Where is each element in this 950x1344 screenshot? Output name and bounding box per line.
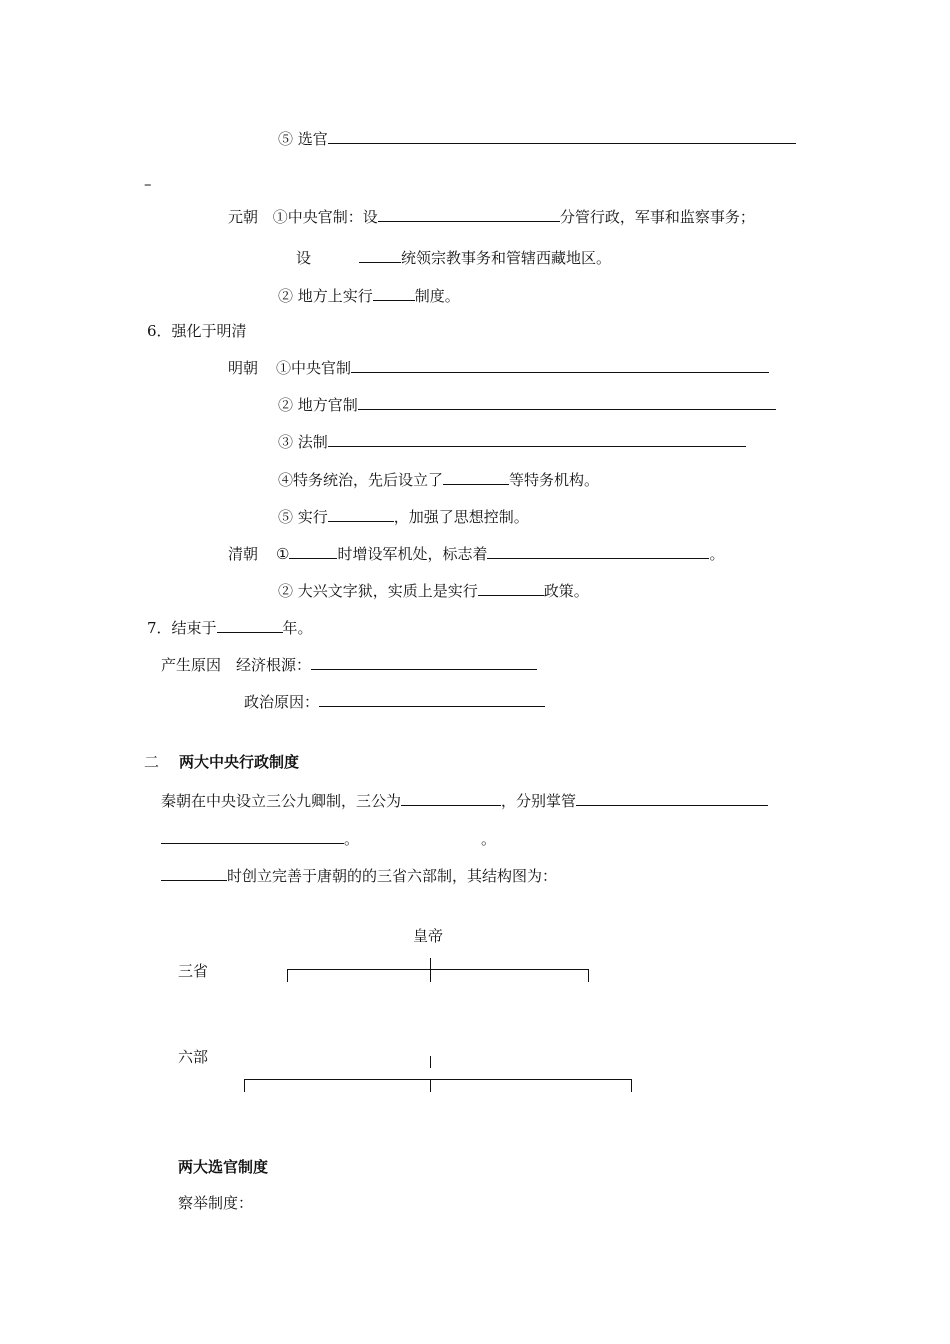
diagram-tick [244, 1079, 245, 1092]
answer-blank[interactable] [358, 393, 776, 410]
causes-economic: 产生原因 经济根源： [161, 653, 537, 673]
yuan-prev-item5 [278, 127, 796, 147]
answer-blank[interactable] [161, 827, 344, 844]
qing-item2: ② 大兴文字狱，实质上是实行 政策。 [278, 579, 589, 599]
answer-blank[interactable] [351, 356, 769, 373]
answer-blank[interactable] [328, 430, 746, 447]
answer-blank[interactable] [378, 205, 560, 222]
qin-line2: 。 。 [161, 827, 496, 847]
diagram-tick [287, 969, 288, 982]
diagram-tick [430, 1079, 431, 1092]
causes-label: 产生原因 [161, 656, 222, 674]
answer-blank[interactable] [319, 690, 545, 707]
yuan-item1: 元朝 ①中央官制：设 分管行政，军事和监察事务； [228, 205, 755, 225]
answer-blank[interactable] [328, 127, 796, 144]
diagram-connector [430, 958, 431, 982]
dynasty-label-qing: 清朝 [228, 545, 259, 563]
diagram-bracket-level2 [244, 1079, 632, 1080]
stray-mark: – [144, 175, 152, 193]
section3-item1: 察举制度： [178, 1194, 254, 1212]
item-label: ⑤ 选官 [278, 130, 328, 148]
answer-blank[interactable] [373, 284, 415, 301]
diagram-six-ministries-label: 六部 [178, 1048, 209, 1066]
diagram-bracket-level1 [287, 969, 589, 970]
answer-blank[interactable] [217, 616, 283, 633]
dynasty-label-ming: 明朝 [228, 359, 259, 377]
answer-blank[interactable] [359, 246, 401, 263]
section3-heading: 两大选官制度 [178, 1158, 269, 1176]
qin-line1: 秦朝在中央设立三公九卿制，三公为 ，分别掌管 [161, 789, 768, 809]
answer-blank[interactable] [289, 542, 337, 559]
diagram-tick [631, 1079, 632, 1092]
diagram-emperor-label: 皇帝 [413, 927, 444, 945]
ming-item5: ⑤ 实行 ，加强了思想控制。 [278, 505, 529, 525]
answer-blank[interactable] [328, 505, 394, 522]
heading-7: 7．结束于 年。 [147, 616, 313, 636]
diagram-tick [588, 969, 589, 982]
answer-blank[interactable] [478, 579, 544, 596]
ming-item1: 明朝 ①中央官制 [228, 356, 769, 376]
yuan-item1b: 设 统领宗教事务和管辖西藏地区。 [296, 246, 611, 266]
sui-line: 时创立完善于唐朝的的三省六部制，其结构图为： [161, 864, 557, 884]
diagram-three-departments-label: 三省 [178, 962, 209, 980]
heading-6: 6．强化于明清 [147, 322, 247, 340]
answer-blank[interactable] [487, 542, 709, 559]
diagram-connector [430, 1056, 431, 1068]
answer-blank[interactable] [161, 864, 227, 881]
qing-item1: 清朝 ① 时增设军机处，标志着 。 [228, 542, 725, 562]
section2-heading: 二 两大中央行政制度 [144, 753, 300, 771]
yuan-item2: ② 地方上实行 制度。 [278, 284, 460, 304]
answer-blank[interactable] [443, 468, 509, 485]
causes-political: 政治原因： [244, 690, 545, 710]
answer-blank[interactable] [401, 789, 501, 806]
answer-blank[interactable] [311, 653, 537, 670]
ming-item2: ② 地方官制 [278, 393, 776, 413]
dynasty-label-yuan: 元朝 [228, 208, 259, 226]
answer-blank[interactable] [576, 789, 768, 806]
ming-item4: ④特务统治，先后设立了 等特务机构。 [278, 468, 599, 488]
ming-item3: ③ 法制 [278, 430, 746, 450]
